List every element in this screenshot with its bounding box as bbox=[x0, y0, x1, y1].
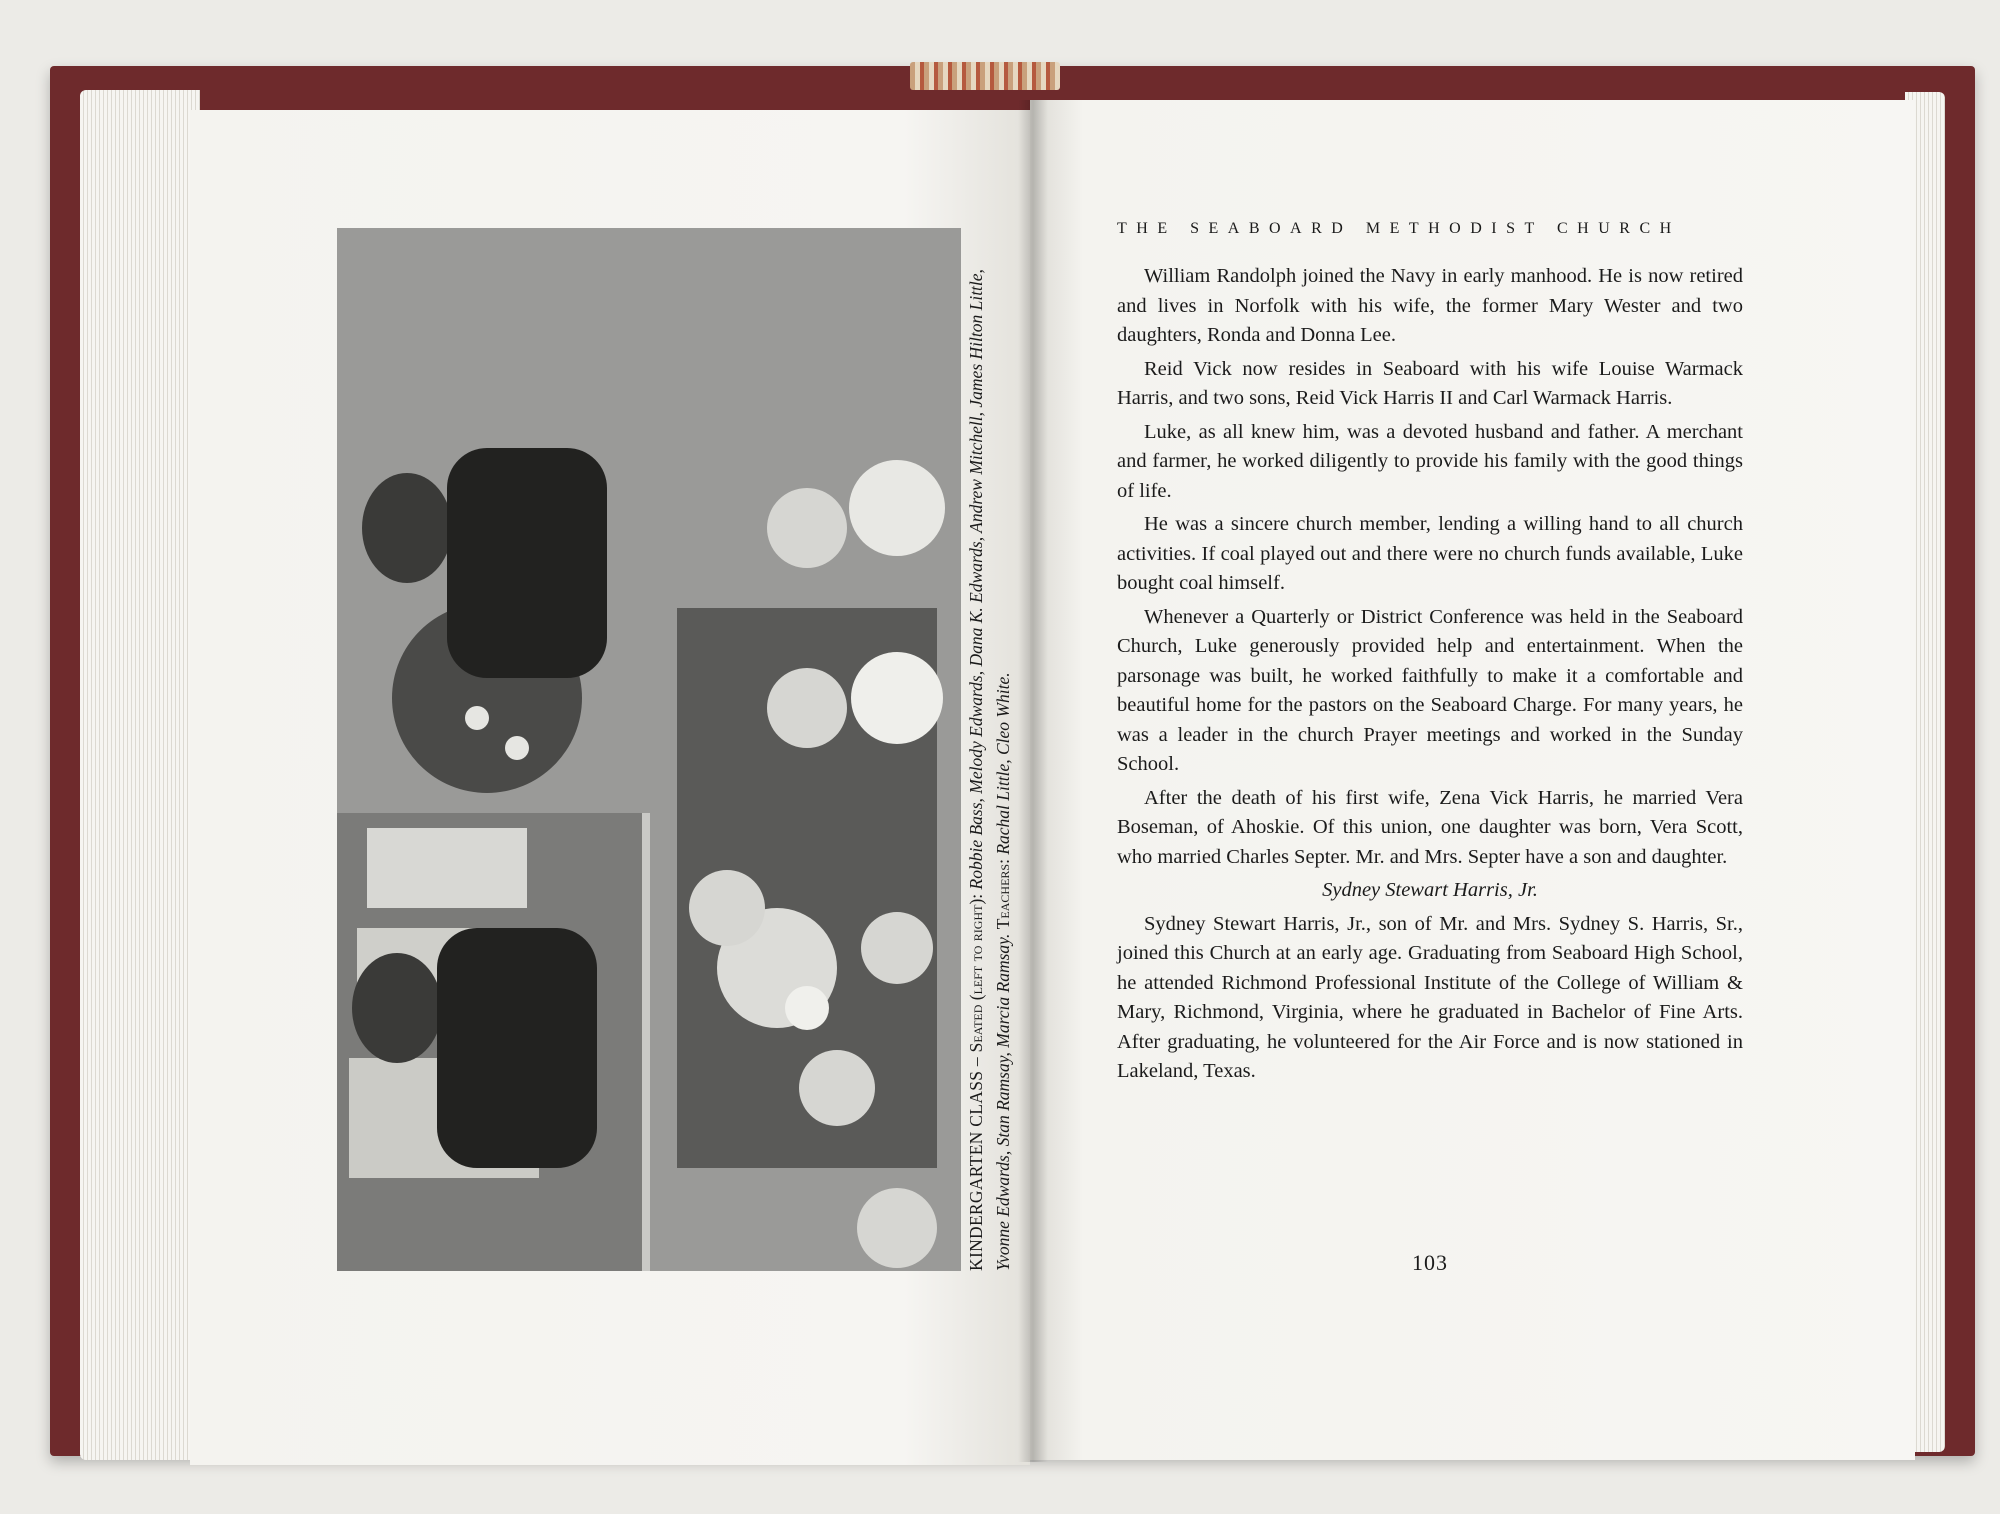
paragraph: After the death of his first wife, Zena Vick Harris, he married Vera Boseman, of Ahoskie. Of this union, one daughter was born, Vera Scott, who married Charles Septer. Mr. and Mrs. Septer have a son and daughter. bbox=[1117, 786, 1743, 868]
caption-seated-names: Robbie Bass, Melody Edwards, Dana K. Edwards, Andrew Mitchell, James Hilton Little, Yvonne Edwards, Stan Ramsay, Marcia Ramsay. bbox=[966, 269, 1013, 1271]
left-page-edges bbox=[80, 90, 200, 1460]
paragraph: Whenever a Quarterly or District Conference was held in the Seaboard Church, Luke generously provided help and entertainment. When the parsonage was built, he worked faithfully to make it a comfortable and beautiful home for the pastors on the Seaboard Charge. For many years, he was a leader in the church Prayer meetings and worked in the Sunday School. bbox=[1117, 605, 1743, 775]
photo-caption bbox=[963, 228, 1023, 1271]
photo-illustration bbox=[337, 228, 961, 1271]
book-headband bbox=[910, 62, 1060, 90]
caption-teachers-names: Rachal Little, Cleo White. bbox=[993, 672, 1013, 860]
paragraph: William Randolph joined the Navy in early manhood. He is now retired and lives in Norfolk with his wife, the former Mary Wester and two daughters, Ronda and Donna Lee. bbox=[1117, 265, 1743, 346]
paragraph: Reid Vick now resides in Seaboard with his wife Louise Warmack Harris, and two sons, Reid Vick Harris II and Carl Warmack Harris. bbox=[1117, 357, 1743, 409]
section-subheading: Sydney Stewart Harris, Jr. bbox=[1322, 879, 1538, 901]
body-text bbox=[1117, 262, 1743, 1091]
running-head: THE SEABOARD METHODIST CHURCH bbox=[1117, 220, 1681, 237]
paragraph: Luke, as all knew him, was a devoted husband and father. A merchant and farmer, he worked diligently to provide his family with the good things of life. bbox=[1117, 420, 1743, 502]
page-number: 103 bbox=[1412, 1250, 1448, 1275]
caption-lead: KINDERGARTEN CLASS – bbox=[966, 1052, 986, 1271]
paragraph: He was a sincere church member, lending a willing hand to all church activities. If coal played out and there were no church funds available, Luke bought coal himself. bbox=[1117, 513, 1743, 594]
kindergarten-class-photo bbox=[337, 228, 961, 1271]
caption-seated-label: Seated (left to right): bbox=[966, 893, 986, 1053]
paragraph: Sydney Stewart Harris, Jr., son of Mr. and Mrs. Sydney S. Harris, Sr., joined this Church at an early age. Graduating from Seaboard High School, he attended Richmond Professional Institute of the College of William & Mary, Richmond, Virginia, where he graduated in Bachelor of Fine Arts. After graduating, he volunteered for the Air Force and is now stationed in Lakeland, Texas. bbox=[1117, 912, 1743, 1082]
caption-teachers-label: Teachers: bbox=[993, 859, 1013, 930]
